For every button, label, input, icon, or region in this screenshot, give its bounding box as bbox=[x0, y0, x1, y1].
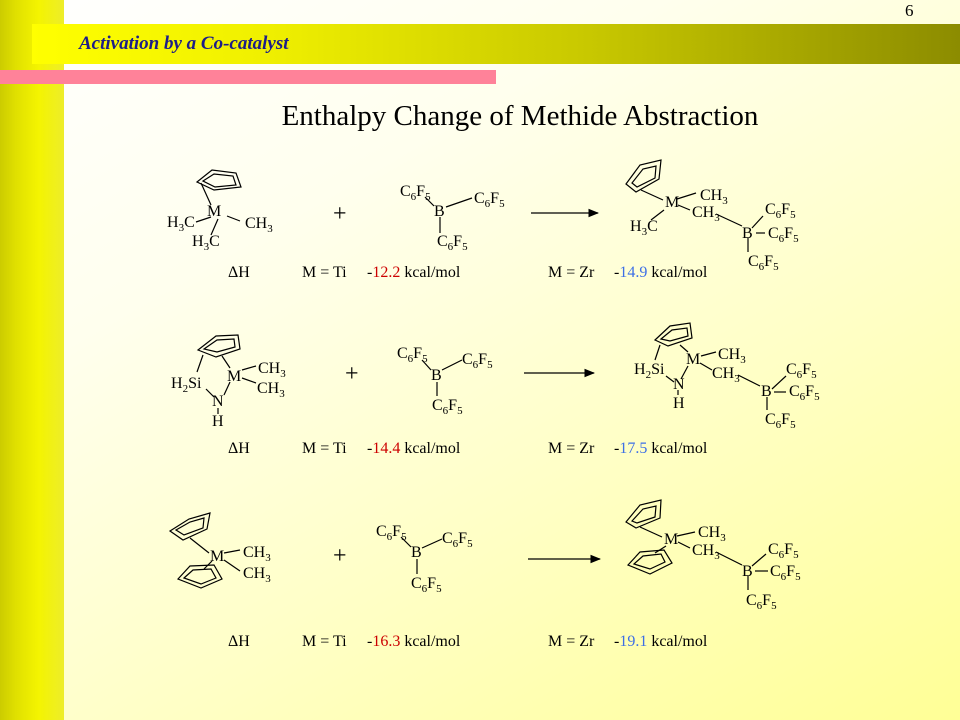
svg-text:B: B bbox=[742, 225, 753, 242]
svg-text:N: N bbox=[212, 393, 224, 410]
ti-label: M = Ti bbox=[302, 440, 347, 457]
svg-text:H2Si: $H_2Si$ bbox=[171, 375, 202, 395]
svg-text:C6F5: $C_6F_5$ bbox=[462, 351, 493, 371]
svg-text:M: M bbox=[686, 351, 701, 368]
svg-text:M: M bbox=[227, 368, 242, 385]
svg-text:C6F5: $C_6F_5$ bbox=[770, 563, 801, 583]
svg-text:M: M bbox=[664, 531, 679, 548]
svg-text:CH3: $CH_3$ bbox=[245, 215, 273, 235]
plus-sign: + bbox=[333, 543, 347, 569]
zr-label: M = Zr bbox=[548, 440, 595, 457]
svg-text:C6F5: $C_6F_5$ bbox=[411, 575, 442, 595]
svg-text:C6F5: $C_6F_5$ bbox=[765, 201, 796, 221]
svg-text:C6F5: $C_6F_5$ bbox=[765, 411, 796, 431]
reaction-3 bbox=[170, 500, 801, 612]
svg-text:C6F5: $C_6F_5$ bbox=[474, 190, 505, 210]
delta-h-label: ΔH bbox=[228, 264, 250, 281]
svg-text:C6F5: $C_6F_5$ bbox=[437, 233, 468, 253]
zr-value-row-2: -17.5 kcal/mol bbox=[614, 440, 708, 457]
ti-value-row-2: -14.4 kcal/mol bbox=[367, 440, 461, 457]
svg-text:H3C: $H_3C$ bbox=[167, 214, 195, 234]
slide-title: Enthalpy Change of Methide Abstraction bbox=[281, 100, 759, 132]
svg-text:N: N bbox=[673, 376, 685, 393]
svg-text:C6F5: $C_6F_5$ bbox=[397, 345, 428, 365]
svg-text:H: H bbox=[673, 395, 685, 412]
delta-h-label: ΔH bbox=[228, 633, 250, 650]
svg-text:B: B bbox=[411, 544, 422, 561]
page-number: 6 bbox=[905, 1, 914, 20]
svg-text:C6F5: $C_6F_5$ bbox=[768, 225, 799, 245]
svg-text:B: B bbox=[431, 367, 442, 384]
ti-value-row-3: -16.3 kcal/mol bbox=[367, 633, 461, 650]
svg-text:C6F5: $C_6F_5$ bbox=[768, 541, 799, 561]
zr-label: M = Zr bbox=[548, 633, 595, 650]
ti-label: M = Ti bbox=[302, 633, 347, 650]
plus-sign: + bbox=[333, 201, 347, 227]
svg-text:H: H bbox=[212, 413, 224, 430]
ti-value-row-1: -12.2 kcal/mol bbox=[367, 264, 461, 281]
svg-text:C6F5: $C_6F_5$ bbox=[400, 183, 431, 203]
svg-text:C6F5: $C_6F_5$ bbox=[442, 530, 473, 550]
svg-text:CH3: $CH_3$ bbox=[258, 360, 286, 380]
svg-text:M: M bbox=[665, 194, 680, 211]
svg-text:CH3: $CH_3$ bbox=[243, 544, 271, 564]
svg-text:CH3: $CH_3$ bbox=[698, 524, 726, 544]
svg-text:CH3: $CH_3$ bbox=[692, 204, 720, 224]
svg-text:C6F5: $C_6F_5$ bbox=[789, 383, 820, 403]
svg-text:C6F5: $C_6F_5$ bbox=[748, 253, 779, 273]
svg-text:H2Si: $H_2Si$ bbox=[634, 361, 665, 381]
ti-label: M = Ti bbox=[302, 264, 347, 281]
plus-sign: + bbox=[345, 361, 359, 387]
header-title: Activation by a Co-catalyst bbox=[79, 33, 289, 54]
svg-text:C6F5: $C_6F_5$ bbox=[432, 397, 463, 417]
svg-text:C6F5: $C_6F_5$ bbox=[746, 592, 777, 612]
reaction-1 bbox=[167, 160, 799, 273]
svg-text:CH3: $CH_3$ bbox=[243, 565, 271, 585]
svg-text:H3C: $H_3C$ bbox=[192, 233, 220, 253]
svg-text:CH3: $CH_3$ bbox=[700, 187, 728, 207]
svg-text:CH3: $CH_3$ bbox=[712, 365, 740, 385]
delta-h-label: ΔH bbox=[228, 440, 250, 457]
svg-text:CH3: $CH_3$ bbox=[257, 380, 285, 400]
svg-text:M: M bbox=[207, 203, 222, 220]
svg-text:B: B bbox=[761, 383, 772, 400]
zr-value-row-1: -14.9 kcal/mol bbox=[614, 264, 708, 281]
svg-text:CH3: $CH_3$ bbox=[692, 542, 720, 562]
zr-value-row-3: -19.1 kcal/mol bbox=[614, 633, 708, 650]
svg-text:B: B bbox=[742, 563, 753, 580]
zr-label: M = Zr bbox=[548, 264, 595, 281]
svg-text:CH3: $CH_3$ bbox=[718, 346, 746, 366]
svg-text:C6F5: $C_6F_5$ bbox=[786, 361, 817, 381]
svg-text:C6F5: $C_6F_5$ bbox=[376, 523, 407, 543]
svg-text:M: M bbox=[210, 548, 225, 565]
reaction-2 bbox=[171, 323, 820, 431]
svg-text:H3C: $H_3C$ bbox=[630, 218, 658, 238]
svg-text:B: B bbox=[434, 203, 445, 220]
